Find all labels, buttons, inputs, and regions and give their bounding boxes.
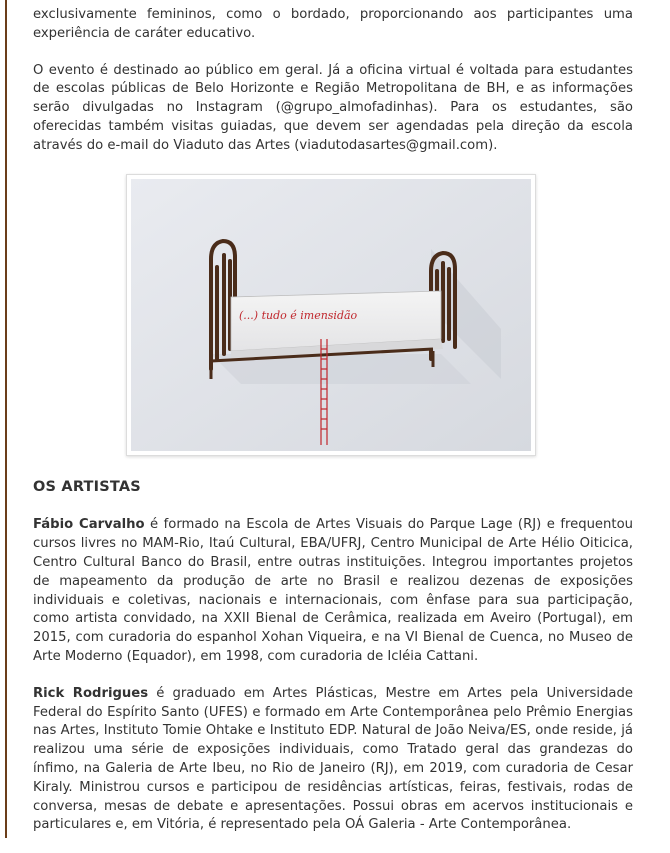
embroidery-text: (...) tudo é imensidão — [239, 308, 358, 322]
artist-bio-rick — [33, 685, 633, 835]
article-content — [33, 6, 633, 853]
artist-bio-fabio — [33, 516, 633, 666]
intro-paragraph-2: O evento é destinado ao público em geral. Já a oficina virtual é voltada para estudantes de escolas públicas de Belo Horizonte e Região Metropolitana de BH, e as informações serão divulgadas no Instagram (@grupo_almofadinhas). Para os estudantes, são oferecidas também visitas guiadas, que devem ser agendadas pela direção da escola através do e-mail do Viaduto das Artes (viadutodasartes@gmail.com). — [33, 62, 633, 153]
left-border-rule — [5, 0, 7, 838]
intro-paragraph-1: exclusivamente femininos, como o bordado, proporcionando aos participantes uma experiência de caráter educativo. — [33, 7, 633, 41]
bed-sculpture-image — [131, 179, 531, 451]
artist-name-rick: Rick Rodrigues — [33, 685, 149, 701]
artist-bio-text-rick: é graduado em Artes Plásticas, Mestre em Artes pela Universidade Federal do Espírito Santo (UFES) e formado em Arte Contemporânea pelo Prêmio Energias nas Artes, Instituto Tomie Ohtake e Instituto EDP. Natural de João Neiva/ES, onde reside, já realizou uma série de exposições individuais, como Tratado geral das grandezas do ínfimo, na Galeria de Arte Ibeu, no Rio de Janeiro (RJ), em 2019, com curadoria de Cesar Kiraly. Ministrou cursos e participou de residências artísticas, feiras, festivais, rodas de conversa, mesas de debate e apresentações. Possui obras em acervos institucionais e particulares e, em Vitória, é representado pela OÁ Galeria - Arte Contemporânea. — [33, 685, 634, 833]
artwork-photo[interactable] — [126, 174, 536, 456]
figure-wrapper — [29, 174, 633, 456]
section-heading-artists: OS ARTISTAS — [33, 478, 141, 495]
artist-name-fabio: Fábio Carvalho — [33, 517, 145, 533]
artist-bio-text-fabio: é formado na Escola de Artes Visuais do Parque Lage (RJ) e frequentou cursos livres no MAM-Rio, Itaú Cultural, EBA/UFRJ, Centro Municipal de Arte Hélio Oiticica, Centro Cultural Banco do Brasil, entre outras instituições. Integrou importantes projetos de mapeamento da produção de arte no Brasil e realizou dezenas de exposições individuais e coletivas, nacionais e internacionais, com ênfase para sua participação, como artista convidado, na XXII Bienal de Cerâmica, realizada em Aveiro (Portugal), em 2015, com curadoria do espanhol Xohan Viqueira, e na VI Bienal de Cuenca, no Museo de Arte Moderno (Equador), em 1998, com curadoria de Icléia Cattani. — [33, 517, 634, 664]
